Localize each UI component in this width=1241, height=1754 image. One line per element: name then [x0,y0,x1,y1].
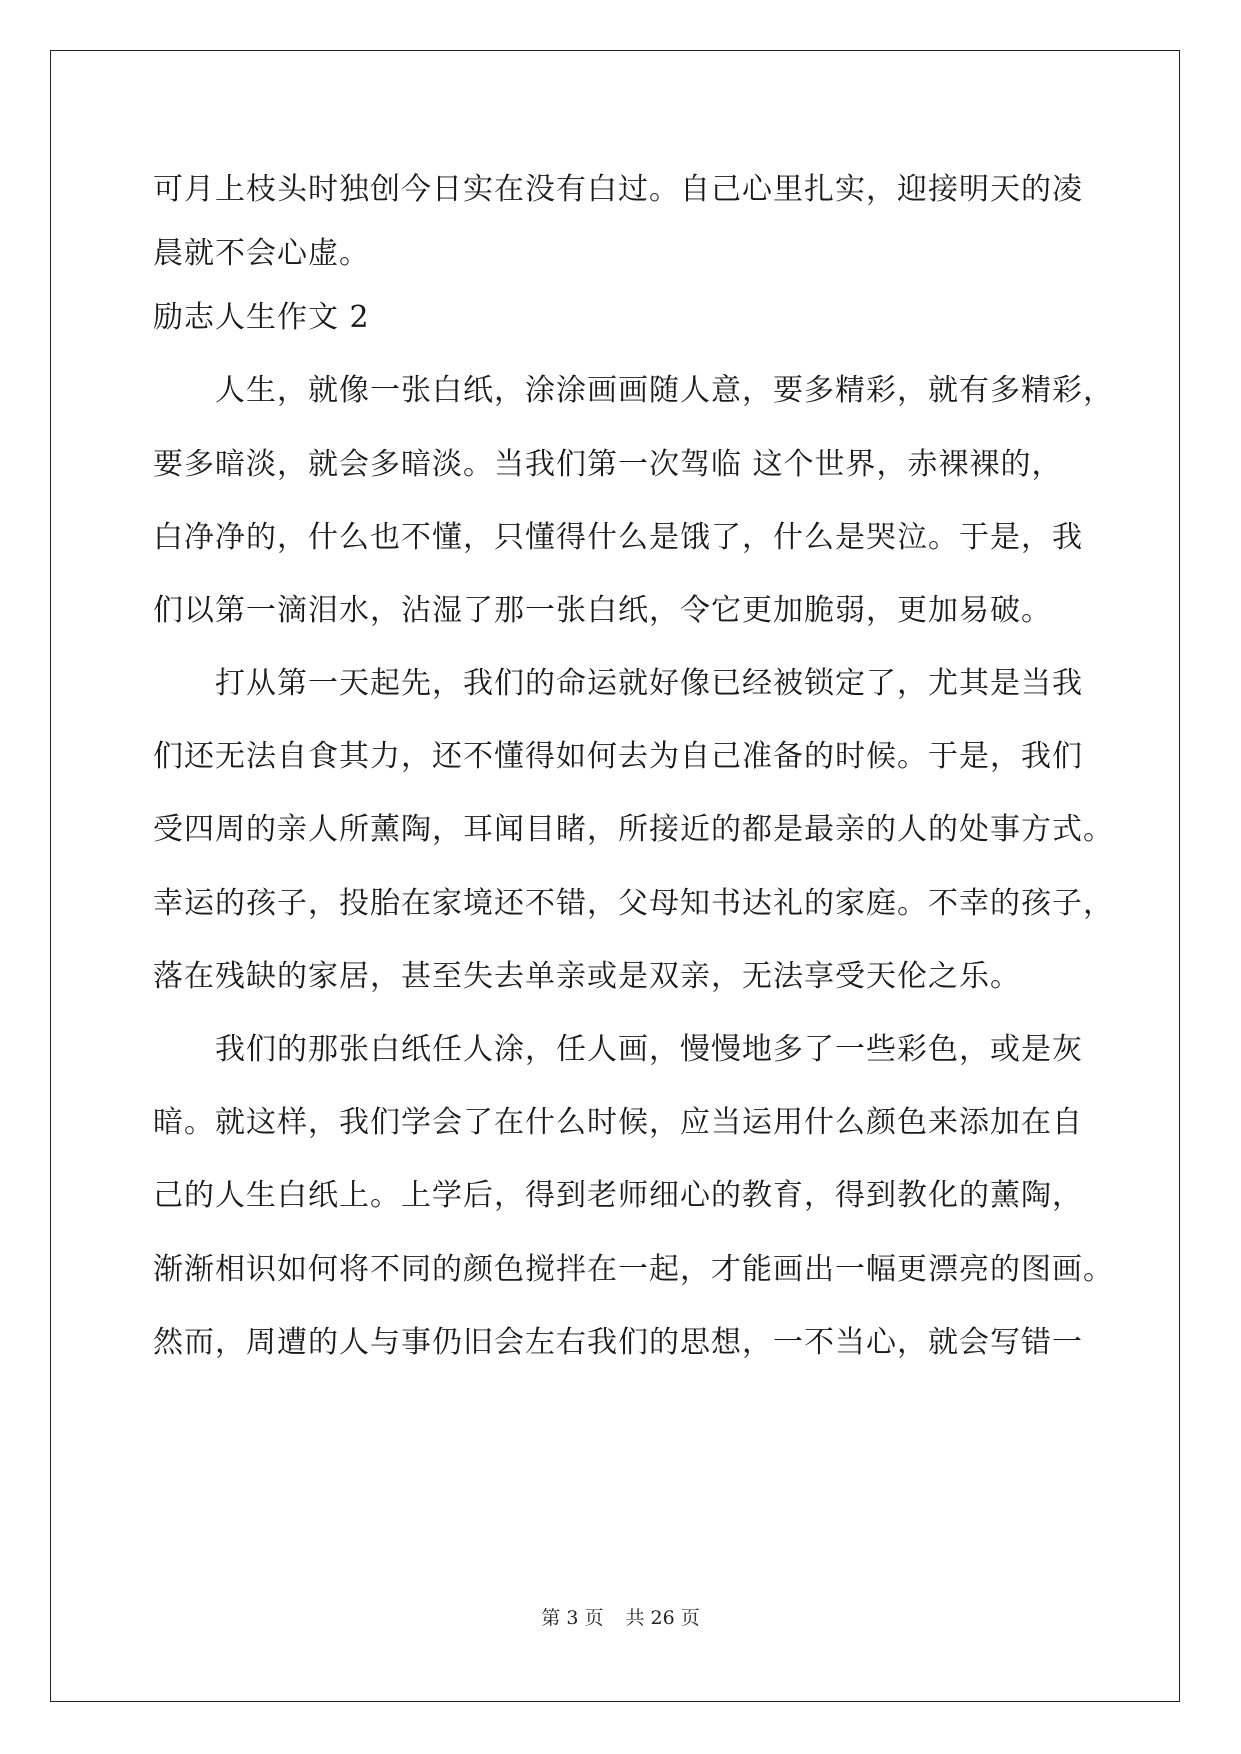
body-line: 己的人生白纸上。上学后，得到老师细心的教育，得到教化的薰陶， [153,1178,1083,1213]
body-line: 暗。就这样，我们学会了在什么时候，应当运用什么颜色来添加在自 [153,1105,1083,1140]
page-footer [0,1606,1241,1630]
body-line: 白净净的，什么也不懂，只懂得什么是饿了，什么是哭泣。于是，我 [153,520,1083,555]
page-border [50,50,1180,1702]
body-line: 要多暗淡，就会多暗淡。当我们第一次驾临 这个世界，赤裸裸的， [153,447,1063,482]
body-line: 晨就不会心虚。 [153,236,370,271]
body-line: 们还无法自食其力，还不懂得如何去为自己准备的时候。于是，我们 [153,739,1083,774]
body-line: 们以第一滴泪水，沾湿了那一张白纸，令它更加脆弱，更加易破。 [153,593,1052,628]
body-line: 然而，周遭的人与事仍旧会左右我们的思想，一不当心，就会写错一 [153,1325,1083,1360]
body-line: 受四周的亲人所薰陶，耳闻目睹，所接近的都是最亲的人的处事方式。 [153,812,1114,847]
body-line: 渐渐相识如何将不同的颜色搅拌在一起，才能画出一幅更漂亮的图画。 [153,1252,1114,1287]
body-line: 我们的那张白纸任人涂，任人画，慢慢地多了一些彩色，或是灰 [215,1032,1083,1067]
body-line: 人生，就像一张白纸，涂涂画画随人意，要多精彩，就有多精彩， [215,373,1114,408]
section-heading: 励志人生作文 2 [153,300,370,335]
body-line: 打从第一天起先，我们的命运就好像已经被锁定了，尤其是当我 [215,666,1083,701]
body-line: 落在残缺的家居，甚至失去单亲或是双亲，无法享受天伦之乐。 [153,959,1021,994]
body-line: 可月上枝头时独创今日实在没有白过。自己心里扎实，迎接明天的凌 [153,172,1083,207]
page-number: 第 3 页 [541,1607,604,1629]
page-total: 共 26 页 [625,1607,700,1629]
body-line: 幸运的孩子，投胎在家境还不错，父母知书达礼的家庭。不幸的孩子， [153,886,1114,921]
